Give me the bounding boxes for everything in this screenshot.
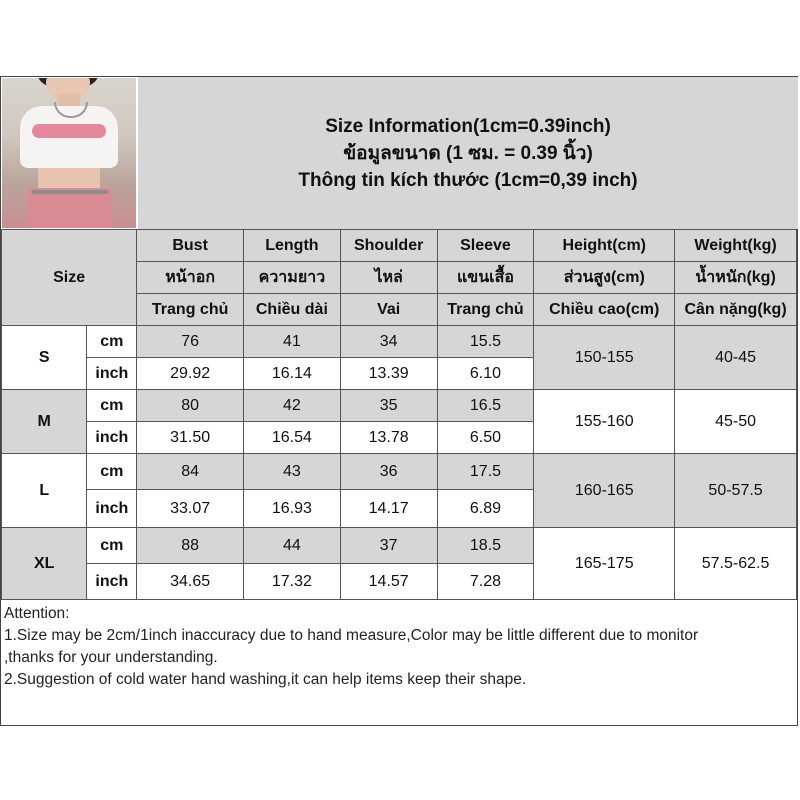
header-row-en bbox=[2, 230, 797, 262]
col-length-en: Length bbox=[244, 230, 341, 262]
weight-range: 50-57.5 bbox=[675, 454, 797, 528]
shoulder-inch: 14.57 bbox=[340, 564, 437, 600]
shoulder-cm: 36 bbox=[340, 454, 437, 490]
unit-cm: cm bbox=[87, 390, 137, 422]
col-height-th: ส่วนสูง(cm) bbox=[534, 262, 675, 294]
length-cm: 42 bbox=[244, 390, 341, 422]
sleeve-cm: 15.5 bbox=[437, 326, 534, 358]
length-inch: 16.54 bbox=[244, 422, 341, 454]
col-weight-en: Weight(kg) bbox=[675, 230, 797, 262]
notes-line-3: 2.Suggestion of cold water hand washing,it can help items keep their shape. bbox=[4, 671, 527, 688]
notes-title: Attention: bbox=[4, 605, 70, 622]
size-info-title-vi: Thông tin kích thước (1cm=0,39 inch) bbox=[298, 169, 638, 191]
size-label-s: S bbox=[2, 326, 87, 390]
unit-cm: cm bbox=[87, 454, 137, 490]
shoulder-cm: 34 bbox=[340, 326, 437, 358]
bust-cm: 76 bbox=[137, 326, 244, 358]
height-range: 150-155 bbox=[534, 326, 675, 390]
shoulder-inch: 14.17 bbox=[340, 490, 437, 528]
length-inch: 16.14 bbox=[244, 358, 341, 390]
notes-line-2: ,thanks for your understanding. bbox=[4, 649, 218, 666]
size-column-label: Size bbox=[2, 230, 137, 326]
length-cm: 41 bbox=[244, 326, 341, 358]
size-info-title-en: Size Information(1cm=0.39inch) bbox=[325, 115, 611, 137]
col-height-en: Height(cm) bbox=[534, 230, 675, 262]
size-info-box bbox=[138, 77, 798, 229]
sleeve-inch: 6.50 bbox=[437, 422, 534, 454]
unit-inch: inch bbox=[87, 358, 137, 390]
unit-cm: cm bbox=[87, 326, 137, 358]
table-row bbox=[2, 454, 797, 490]
shoulder-inch: 13.78 bbox=[340, 422, 437, 454]
col-sleeve-en: Sleeve bbox=[437, 230, 534, 262]
col-sleeve-vi: Trang chủ bbox=[437, 294, 534, 326]
table-row bbox=[2, 528, 797, 564]
chart-header bbox=[1, 77, 799, 229]
col-height-vi: Chiều cao(cm) bbox=[534, 294, 675, 326]
sleeve-inch: 6.10 bbox=[437, 358, 534, 390]
bust-cm: 88 bbox=[137, 528, 244, 564]
height-range: 165-175 bbox=[534, 528, 675, 600]
col-length-th: ความยาว bbox=[244, 262, 341, 294]
notes-line-1: 1.Size may be 2cm/1inch inaccuracy due to hand measure,Color may be little different due to monitor bbox=[4, 627, 699, 644]
table-row bbox=[2, 390, 797, 422]
col-shoulder-th: ไหล่ bbox=[340, 262, 437, 294]
size-label-m: M bbox=[2, 390, 87, 454]
bust-inch: 29.92 bbox=[137, 358, 244, 390]
attention-notes bbox=[4, 603, 794, 691]
col-shoulder-vi: Vai bbox=[340, 294, 437, 326]
col-length-vi: Chiều dài bbox=[244, 294, 341, 326]
col-weight-vi: Cân nặng(kg) bbox=[675, 294, 797, 326]
size-info-title-th: ข้อมูลขนาด (1 ซม. = 0.39 นิ้ว) bbox=[343, 142, 593, 164]
sleeve-cm: 18.5 bbox=[437, 528, 534, 564]
col-bust-vi: Trang chủ bbox=[137, 294, 244, 326]
weight-range: 45-50 bbox=[675, 390, 797, 454]
product-photo bbox=[2, 78, 136, 228]
size-label-l: L bbox=[2, 454, 87, 528]
shirt-print-graphic bbox=[32, 124, 106, 138]
bust-cm: 84 bbox=[137, 454, 244, 490]
unit-inch: inch bbox=[87, 564, 137, 600]
bust-inch: 34.65 bbox=[137, 564, 244, 600]
col-sleeve-th: แขนเสื้อ bbox=[437, 262, 534, 294]
unit-inch: inch bbox=[87, 490, 137, 528]
length-cm: 44 bbox=[244, 528, 341, 564]
sleeve-inch: 7.28 bbox=[437, 564, 534, 600]
size-chart bbox=[0, 76, 798, 726]
height-range: 160-165 bbox=[534, 454, 675, 528]
weight-range: 57.5-62.5 bbox=[675, 528, 797, 600]
length-cm: 43 bbox=[244, 454, 341, 490]
bust-cm: 80 bbox=[137, 390, 244, 422]
size-table bbox=[1, 229, 797, 600]
col-bust-en: Bust bbox=[137, 230, 244, 262]
col-shoulder-en: Shoulder bbox=[340, 230, 437, 262]
bust-inch: 33.07 bbox=[137, 490, 244, 528]
shoulder-cm: 37 bbox=[340, 528, 437, 564]
size-label-xl: XL bbox=[2, 528, 87, 600]
sleeve-cm: 16.5 bbox=[437, 390, 534, 422]
shoulder-inch: 13.39 bbox=[340, 358, 437, 390]
bust-inch: 31.50 bbox=[137, 422, 244, 454]
height-range: 155-160 bbox=[534, 390, 675, 454]
sleeve-inch: 6.89 bbox=[437, 490, 534, 528]
unit-cm: cm bbox=[87, 528, 137, 564]
col-bust-th: หน้าอก bbox=[137, 262, 244, 294]
table-row bbox=[2, 326, 797, 358]
sleeve-cm: 17.5 bbox=[437, 454, 534, 490]
unit-inch: inch bbox=[87, 422, 137, 454]
col-weight-th: น้ำหนัก(kg) bbox=[675, 262, 797, 294]
length-inch: 16.93 bbox=[244, 490, 341, 528]
weight-range: 40-45 bbox=[675, 326, 797, 390]
length-inch: 17.32 bbox=[244, 564, 341, 600]
shoulder-cm: 35 bbox=[340, 390, 437, 422]
